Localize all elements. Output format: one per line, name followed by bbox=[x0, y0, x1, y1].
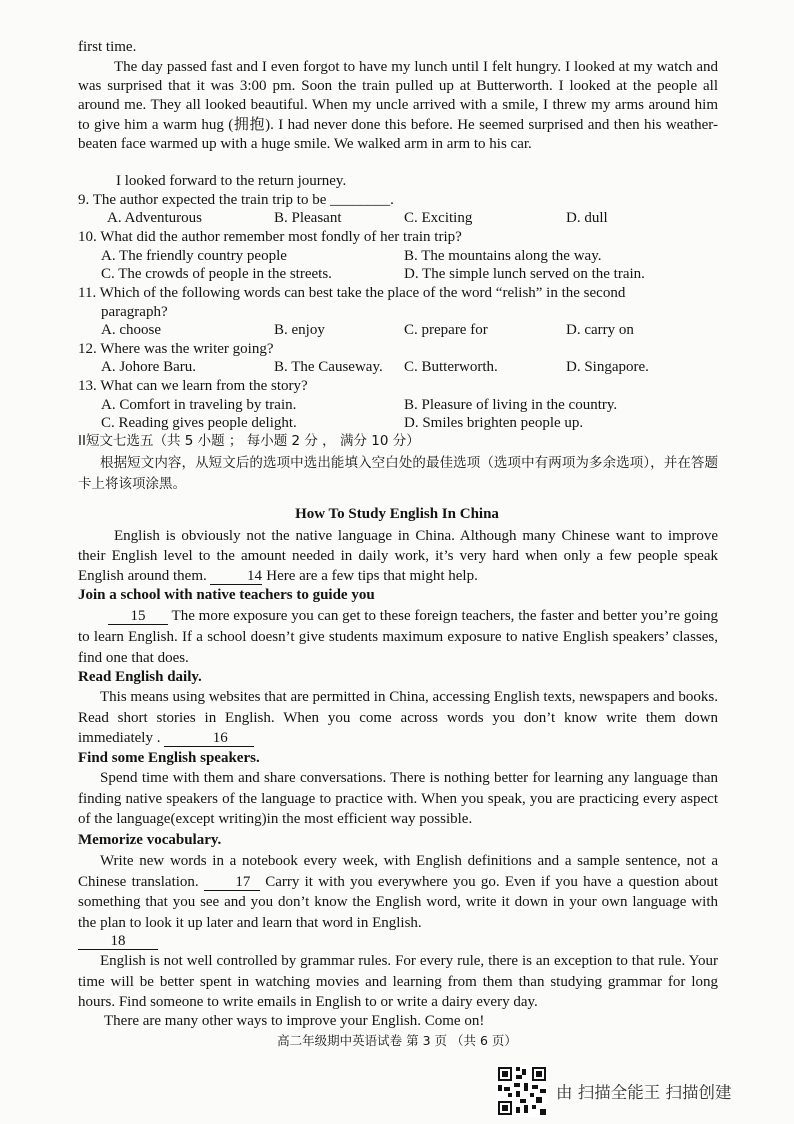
scanner-watermark: 由 扫描全能王 扫描创建 bbox=[556, 1083, 732, 1102]
section-heading: II短文七选五（共 5 小题 ； 每小题 2 分 ， 满分 10 分） bbox=[78, 433, 420, 449]
blank-14[interactable]: 14 bbox=[210, 568, 262, 585]
article-intro: English is obviously not the native language in China. Although many Chinese want to improve their English level to the amount needed in daily work, it’s very hard when only a few people speak English around them. 14 Here are a few tips that might help. bbox=[78, 528, 718, 584]
question-10-option-a: A. The friendly country people bbox=[101, 248, 287, 264]
question-13-option-c: C. Reading gives people delight. bbox=[101, 415, 297, 431]
question-9-blank: ________. bbox=[330, 192, 394, 208]
question-11-stem: 11. Which of the following words can best take the place of the word “relish” in the second bbox=[78, 285, 626, 301]
tip-3-text: Spend time with them and share conversations. There is nothing better for learning any language than finding native speakers of the language to practice with. When you speak, you are practicing every aspect of the language(except writing)in the most efficient way possible. bbox=[78, 770, 718, 827]
question-10-stem: 10. What did the author remember most fondly of her train trip? bbox=[78, 229, 462, 245]
blank-18-line bbox=[78, 932, 718, 951]
article-title: How To Study English In China bbox=[295, 506, 499, 522]
blank-18[interactable]: 18 bbox=[78, 933, 158, 950]
page-footer: 高二年级期中英语试卷 第 3 页 （共 6 页） bbox=[277, 1033, 517, 1048]
question-10-option-c: C. The crowds of people in the streets. bbox=[101, 266, 332, 282]
passage-paragraph: The day passed fast and I even forgot to have my lunch until I felt hungry. I looked at my watch and was surprised that it was 3:00 pm. Soon the train pulled up at Butterworth. I looked at the people all around me. They all looked beautiful. When my uncle arrived with a smile, I threw my arms around him to give him a warm hug (拥抱). I had never done this before. He seemed surprised and then his weather-beaten face warmed up with a huge smile. We walked arm in arm to his car. bbox=[78, 59, 718, 152]
question-11-option-c: C. prepare for bbox=[404, 322, 488, 338]
question-12-option-c: C. Butterworth. bbox=[404, 359, 498, 375]
blank-16[interactable]: 16 bbox=[164, 730, 254, 747]
question-11-option-d: D. carry on bbox=[566, 322, 634, 338]
tip-1-heading: Join a school with native teachers to guide you bbox=[78, 587, 375, 603]
question-9-stem: 9. The author expected the train trip to be ________. bbox=[78, 192, 394, 208]
tip-4-heading: Memorize vocabulary. bbox=[78, 832, 222, 848]
blank-17[interactable]: 17 bbox=[204, 874, 260, 891]
tip-5-text: English is not well controlled by grammar rules. For every rule, there is an exception to that rule. Your time will be better spent in watching movies and learning from them than studying grammar for long hours. Find someone to write emails in English to or write a dairy every day. bbox=[78, 953, 718, 1010]
closing-line: There are many other ways to improve your English. Come on! bbox=[104, 1013, 485, 1029]
tip-4-text: Write new words in a notebook every week, with English definitions and a sample sentence, not a Chinese translation. 17 Carry it with you everywhere you go. Even if you have a question about something that you see and you don’t know the English word, write it down in your own language with the plan to look it up later and learn that word in English. bbox=[78, 853, 718, 931]
blank-15[interactable]: 15 bbox=[108, 608, 168, 625]
question-9-option-d: D. dull bbox=[566, 210, 608, 226]
question-13-option-b: B. Pleasure of living in the country. bbox=[404, 397, 618, 413]
tip-3-heading: Find some English speakers. bbox=[78, 750, 260, 766]
tip-2-text: This means using websites that are permitted in China, accessing English texts, newspapers and books. Read short stories in English. When you come across words you don’t know write them down immediately . 16 bbox=[78, 689, 718, 746]
tip-1-text: 15 The more exposure you can get to these foreign teachers, the faster and better you’re going to learn English. If a school doesn’t give students maximum exposure to native English speakers’ classes, find one that does. bbox=[78, 608, 718, 666]
question-12-option-b: B. The Causeway. bbox=[274, 359, 383, 375]
question-9-option-a: A. Adventurous bbox=[107, 210, 202, 226]
question-13-option-a: A. Comfort in traveling by train. bbox=[101, 397, 297, 413]
tip-2-heading: Read English daily. bbox=[78, 669, 202, 685]
question-11-option-a: A. choose bbox=[101, 322, 161, 338]
section-instruction: 根据短文内容，从短文后的选项中选出能填入空白处的最佳选项（选项中有两项为多余选项），并在答题卡上将该项涂黑。 bbox=[78, 455, 718, 492]
question-11-stem-cont: paragraph? bbox=[101, 304, 168, 320]
passage-paragraph-last: I looked forward to the return journey. bbox=[116, 173, 347, 189]
question-12-option-d: D. Singapore. bbox=[566, 359, 649, 375]
question-11-option-b: B. enjoy bbox=[274, 322, 325, 338]
passage-line-first-time: first time. bbox=[78, 39, 137, 55]
qr-code-icon bbox=[496, 1065, 548, 1117]
question-12-stem: 12. Where was the writer going? bbox=[78, 341, 274, 357]
question-13-option-d: D. Smiles brighten people up. bbox=[404, 415, 584, 431]
question-13-stem: 13. What can we learn from the story? bbox=[78, 378, 308, 394]
question-9-option-b: B. Pleasant bbox=[274, 210, 342, 226]
question-10-option-b: B. The mountains along the way. bbox=[404, 248, 602, 264]
question-10-option-d: D. The simple lunch served on the train. bbox=[404, 266, 645, 282]
question-12-option-a: A. Johore Baru. bbox=[101, 359, 196, 375]
question-9-option-c: C. Exciting bbox=[404, 210, 473, 226]
